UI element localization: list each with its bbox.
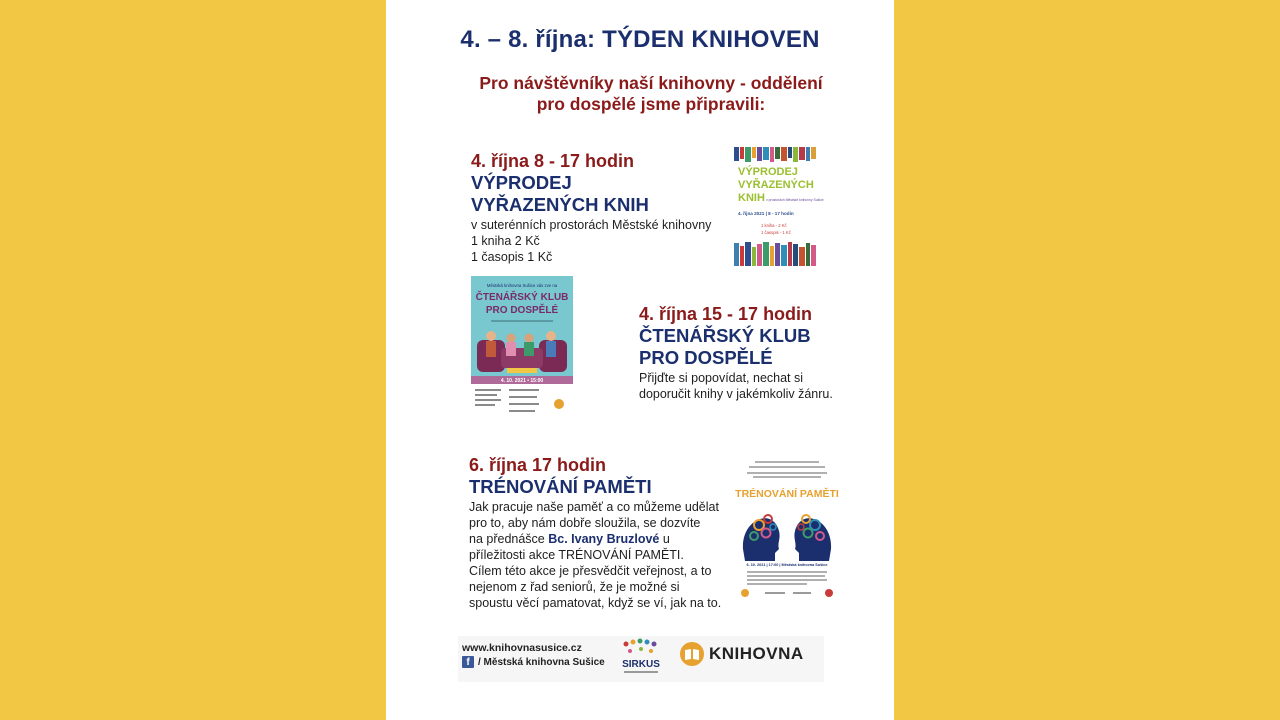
website-link[interactable]: www.knihovnasusice.cz	[462, 642, 582, 654]
memory-training-poster	[735, 457, 839, 601]
book-sale-poster	[733, 147, 824, 266]
lecture-prefix: na přednášce	[469, 532, 549, 546]
poster-date: 4. října 2021 | 8 - 17 hodin	[738, 211, 794, 216]
lecturer-name: Bc. Ivany Bruzlové	[548, 532, 660, 546]
poster-subtitle: v prostorách Městské knihovny Sušice	[766, 198, 824, 202]
subtitle-line: Pro návštěvníky naší knihovny - oddělení	[479, 73, 823, 93]
page-subtitle	[446, 73, 856, 115]
detail-line: Jak pracuje naše paměť a co můžeme udělat	[469, 500, 719, 514]
detail-line: doporučit knihy v jakémkoliv žánru.	[639, 387, 833, 401]
page-title: 4. – 8. října: TÝDEN KNIHOVEN	[460, 26, 820, 53]
event-title: VYŘAZENÝCH KNIH	[471, 194, 649, 215]
poster-title: TRÉNOVÁNÍ PAMĚTI	[735, 488, 839, 500]
sirkus-logo	[616, 638, 666, 680]
reading-club-poster	[471, 276, 573, 421]
event-memory-training	[469, 454, 724, 611]
sirkus-text: SIRKUS	[622, 659, 660, 670]
facebook-link[interactable]	[462, 656, 605, 668]
poster-page	[386, 0, 894, 720]
detail-line: 1 časopis 1 Kč	[471, 250, 553, 264]
subtitle-line: pro dospělé jsme připravili:	[536, 94, 766, 114]
memory-illustration	[735, 457, 839, 601]
detail-line: příležitosti akce TRÉNOVÁNÍ PAMĚTI.	[469, 548, 684, 562]
facebook-icon: f	[462, 656, 474, 668]
footer-bar	[458, 636, 824, 682]
event-time: 6. října 17 hodin	[469, 455, 607, 475]
detail-line: Cílem této akce je přesvědčit veřejnost, a to	[469, 564, 712, 578]
poster-invite: Městská knihovna Sušice vás zve na	[486, 283, 558, 288]
detail-line: Přijďte si popovídat, nechat si	[639, 371, 804, 385]
event-reading-club	[639, 303, 879, 402]
event-title: TRÉNOVÁNÍ PAMĚTI	[469, 476, 652, 497]
reading-club-illustration	[471, 276, 573, 421]
event-details	[469, 499, 724, 611]
detail-line	[469, 531, 724, 547]
poster-price: 1 časopis - 1 Kč	[761, 230, 791, 235]
detail-line: nejenom z řad seniorů, že je možné si	[469, 580, 680, 594]
event-time: 4. října 15 - 17 hodin	[639, 304, 813, 324]
poster-title: VÝPRODEJ	[738, 166, 798, 178]
book-icon	[680, 642, 704, 666]
event-time: 4. října 8 - 17 hodin	[471, 151, 635, 171]
event-details	[639, 370, 879, 402]
knihovna-text: KNIHOVNA	[709, 644, 804, 663]
poster-price: 1 kniha - 2 Kč	[761, 223, 787, 228]
poster-title: KNIH	[738, 192, 765, 204]
knihovna-logo	[680, 642, 804, 666]
poster-title: VYŘAZENÝCH	[738, 179, 814, 191]
detail-line: pro to, aby nám dobře sloužila, se dozvíte	[469, 516, 701, 530]
detail-line: 1 kniha 2 Kč	[471, 234, 540, 248]
books-illustration	[733, 147, 824, 266]
event-details	[471, 217, 721, 265]
event-title: VÝPRODEJ	[471, 172, 572, 193]
poster-title: ČTENÁŘSKÝ KLUB	[475, 292, 569, 303]
detail-line: v suterénních prostorách Městské knihovny	[471, 218, 712, 232]
lecture-suffix: u	[659, 532, 670, 546]
facebook-label: / Městská knihovna Sušice	[478, 656, 605, 668]
event-book-sale	[471, 150, 721, 265]
poster-date: 6. 10. 2021 | 17:00 | Městská knihovna Sušice	[746, 563, 828, 567]
event-title: ČTENÁŘSKÝ KLUB	[639, 325, 811, 346]
event-title: PRO DOSPĚLÉ	[639, 347, 773, 368]
poster-title: PRO DOSPĚLÉ	[485, 305, 559, 316]
sirkus-icon	[616, 638, 666, 680]
poster-date: 4. 10. 2021 • 15:00	[500, 378, 544, 384]
detail-line: spoustu věcí pamatovat, když se ví, jak na to.	[469, 596, 722, 610]
